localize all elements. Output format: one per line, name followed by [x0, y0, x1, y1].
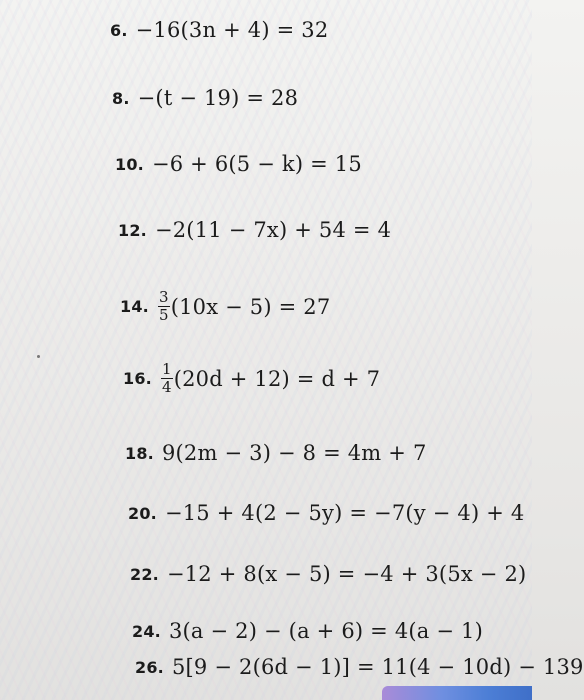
equation: (20d + 12) = d + 7 — [173, 366, 381, 391]
problem-26 — [135, 655, 584, 679]
problem-number: 16. — [123, 369, 152, 388]
problem-number: 6. — [110, 20, 128, 40]
equation: −(t − 19) = 28 — [137, 86, 299, 110]
problem-number: 8. — [112, 88, 130, 108]
problem-number: 24. — [132, 621, 161, 641]
problem-8 — [112, 86, 298, 110]
problem-number: 20. — [128, 503, 157, 523]
problem-number: 18. — [125, 443, 154, 463]
problem-14 — [120, 290, 330, 323]
problem-number: 26. — [135, 657, 164, 677]
problem-6 — [110, 18, 328, 42]
problem-16 — [123, 362, 380, 395]
problem-number: 12. — [118, 220, 147, 240]
fraction-denominator: 5 — [158, 306, 169, 324]
taskbar-strip — [382, 686, 532, 700]
equation: −2(11 − 7x) + 54 = 4 — [154, 218, 392, 242]
problem-number: 10. — [115, 154, 144, 174]
fraction — [158, 290, 170, 323]
problem-22 — [130, 562, 526, 586]
page-speck — [37, 355, 40, 358]
equation: −16(3n + 4) = 32 — [135, 18, 329, 42]
problem-number: 22. — [130, 564, 159, 584]
fraction-numerator: 1 — [161, 360, 172, 378]
problem-10 — [115, 152, 362, 176]
equation: 9(2m − 3) − 8 = 4m + 7 — [161, 441, 427, 465]
problem-number: 14. — [120, 297, 149, 316]
fraction-numerator: 3 — [158, 288, 169, 306]
equation: −12 + 8(x − 5) = −4 + 3(5x − 2) — [166, 562, 527, 586]
equation: 3(a − 2) − (a + 6) = 4(a − 1) — [168, 619, 484, 643]
equation: (10x − 5) = 27 — [170, 294, 331, 319]
equation: −15 + 4(2 − 5y) = −7(y − 4) + 4 — [164, 501, 525, 525]
equation: 5[9 − 2(6d − 1)] = 11(4 − 10d) − 139 — [171, 655, 584, 679]
problem-20 — [128, 501, 524, 525]
fraction-denominator: 4 — [161, 378, 172, 396]
problem-24 — [132, 619, 483, 643]
problem-18 — [125, 441, 427, 465]
fraction — [161, 362, 173, 395]
problem-12 — [118, 218, 391, 242]
equation: −6 + 6(5 − k) = 15 — [151, 152, 362, 176]
